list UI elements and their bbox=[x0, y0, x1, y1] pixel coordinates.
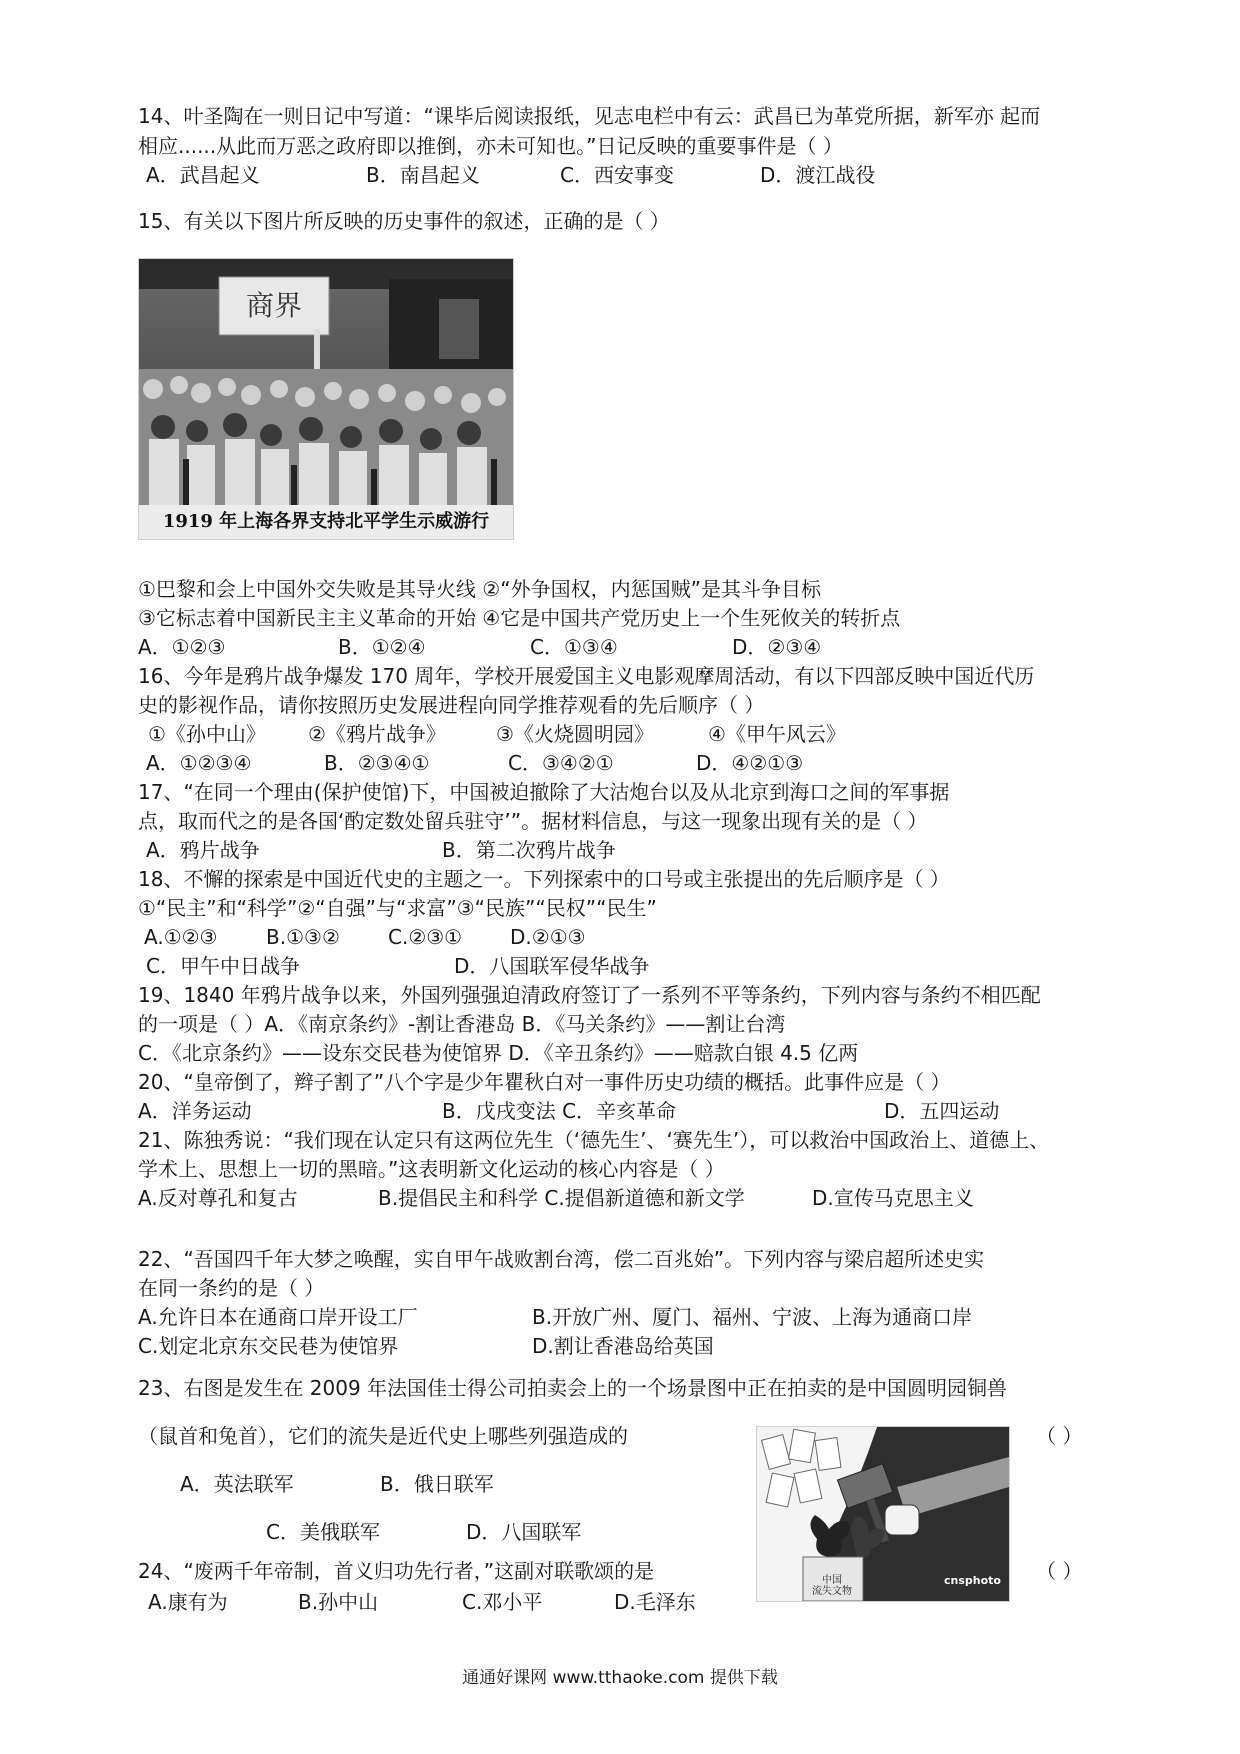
q19-stem-line1: 19、1840 年鸦片战争以来，外国列强强迫清政府签订了一系列不平等条约，下列内容与条约不相匹配 bbox=[138, 983, 1041, 1007]
q22-option-c: C.划定北京东交民巷为使馆界 bbox=[138, 1334, 399, 1358]
q14-option-b: B．南昌起义 bbox=[366, 163, 480, 187]
q16-film-4: ④《甲午风云》 bbox=[708, 722, 846, 746]
q15-stem: 15、有关以下图片所反映的历史事件的叙述，正确的是（ ） bbox=[138, 209, 670, 233]
q14-option-d: D．渡江战役 bbox=[760, 163, 876, 187]
q22-option-a: A.允许日本在通商口岸开设工厂 bbox=[138, 1305, 418, 1329]
q23-stem-line2: （鼠首和兔首），它们的流失是近代史上哪些列强造成的 bbox=[138, 1424, 628, 1448]
q21-option-bc: B.提倡民主和科学 C.提倡新道德和新文学 bbox=[378, 1186, 745, 1210]
q17-stem-line1: 17、“在同一个理由(保护使馆)下，中国被迫撤除了大沽炮台以及从北京到海口之间的军事据 bbox=[138, 780, 950, 804]
q20-option-bc: B．戊戌变法 C．辛亥革命 bbox=[442, 1099, 677, 1123]
q23-option-a: A．英法联军 bbox=[180, 1472, 294, 1496]
q19-options-cd: C．《北京条约》——设东交民巷为使馆界 D．《辛丑条约》——赔款白银 4.5 亿两 bbox=[138, 1041, 859, 1065]
q15-option-c: C．①③④ bbox=[530, 635, 618, 659]
q17-option-a: A．鸦片战争 bbox=[146, 838, 260, 862]
q18-option-d: D.②①③ bbox=[510, 925, 586, 949]
q15-option-a: A．①②③ bbox=[138, 635, 226, 659]
q21-option-d: D.宣传马克思主义 bbox=[812, 1186, 974, 1210]
q23-answer-paren: （ ） bbox=[1036, 1424, 1083, 1448]
q21-stem-line1: 21、陈独秀说：“我们现在认定只有这两位先生（‘德先生’、‘赛先生’），可以救治中国政治上、道德上、 bbox=[138, 1128, 1050, 1152]
q17-option-b: B．第二次鸦片战争 bbox=[442, 838, 616, 862]
q23-photo-box-label bbox=[809, 1575, 855, 1597]
q22-stem-line2: 在同一条约的是（ ） bbox=[138, 1276, 325, 1300]
q15-photo-caption: 1919 年上海各界支持北平学生示威游行 bbox=[162, 511, 490, 532]
page-footer: 通通好课网 www.tthaoke.com 提供下载 bbox=[462, 1668, 778, 1688]
q20-option-a: A．洋务运动 bbox=[138, 1099, 252, 1123]
q24-answer-paren: （ ） bbox=[1036, 1559, 1083, 1583]
q23-photo-box-line1: 中国 bbox=[822, 1575, 842, 1586]
q22-option-d: D.割让香港岛给英国 bbox=[532, 1334, 714, 1358]
q18-stem: 18、不懈的探索是中国近代史的主题之一。下列探索中的口号或主张提出的先后顺序是（ ） bbox=[138, 867, 950, 891]
q21-stem-line2: 学术上、思想上一切的黑暗。”这表明新文化运动的核心内容是（ ） bbox=[138, 1157, 725, 1181]
q14-option-c: C．西安事变 bbox=[560, 163, 674, 187]
q16-stem-line2: 史的影视作品，请你按照历史发展进程向同学推荐观看的先后顺序（ ） bbox=[138, 693, 765, 717]
q16-option-b: B．②③④① bbox=[324, 751, 430, 775]
q24-option-d: D.毛泽东 bbox=[614, 1590, 696, 1614]
q21-option-a: A.反对尊孔和复古 bbox=[138, 1186, 298, 1210]
q23-photo-watermark: cnsphoto bbox=[944, 1574, 1001, 1587]
q20-stem: 20、“皇帝倒了，辫子割了”八个字是少年瞿秋白对一事件历史功绩的概括。此事件应是（ ） bbox=[138, 1070, 951, 1094]
q15-items-line2: ③它标志着中国新民主主义革命的开始 ④它是中国共产党历史上一个生死攸关的转折点 bbox=[138, 606, 901, 630]
q17-option-c: C．甲午中日战争 bbox=[146, 954, 300, 978]
q23-option-b: B．俄日联军 bbox=[380, 1472, 494, 1496]
q14-stem-line2: 相应......从此而万恶之政府即以推倒，亦未可知也。”日记反映的重要事件是（ ） bbox=[138, 134, 843, 158]
q15-items-line1: ①巴黎和会上中国外交失败是其导火线 ②“外争国权，内惩国贼”是其斗争目标 bbox=[138, 577, 821, 601]
q16-option-a: A．①②③④ bbox=[146, 751, 252, 775]
q22-option-b: B.开放广州、厦门、福州、宁波、上海为通商口岸 bbox=[532, 1305, 973, 1329]
q23-photo-box-line2: 流失文物 bbox=[812, 1586, 852, 1597]
q23-option-c: C．美俄联军 bbox=[266, 1520, 380, 1544]
q18-option-c: C.②③① bbox=[388, 925, 463, 949]
q15-option-d: D．②③④ bbox=[732, 635, 822, 659]
protest-banner-text: 商界 bbox=[245, 289, 303, 322]
q16-option-d: D．④②①③ bbox=[696, 751, 804, 775]
q16-option-c: C．③④②① bbox=[508, 751, 614, 775]
q14-stem-line1: 14、叶圣陶在一则日记中写道：“课毕后阅读报纸，见志电栏中有云：武昌已为革党所据，新军亦 起而 bbox=[138, 104, 1041, 128]
q16-film-3: ③《火烧圆明园》 bbox=[496, 722, 654, 746]
q18-option-a: A.①②③ bbox=[144, 925, 218, 949]
q24-option-b: B.孙中山 bbox=[298, 1590, 379, 1614]
q18-items: ①“民主”和“科学”②“自强”与“求富”③“民族”“民权”“民生” bbox=[138, 896, 657, 920]
q23-option-d: D．八国联军 bbox=[466, 1520, 582, 1544]
q16-film-2: ②《鸦片战争》 bbox=[308, 722, 446, 746]
q19-stem-line2: 的一项是（ ）A．《南京条约》-割让香港岛 B．《马关条约》——割让台湾 bbox=[138, 1012, 786, 1036]
q22-stem-line1: 22、“吾国四千年大梦之唤醒，实自甲午战败割台湾，偿二百兆始”。下列内容与梁启超所述史实 bbox=[138, 1247, 985, 1271]
q15-photo bbox=[138, 258, 514, 540]
protest-photo-image bbox=[139, 259, 513, 505]
q16-film-1: ①《孙中山》 bbox=[148, 722, 266, 746]
q14-option-a: A．武昌起义 bbox=[146, 163, 260, 187]
q23-stem-line1: 23、右图是发生在 2009 年法国佳士得公司拍卖会上的一个场景图中正在拍卖的是中国圆明园铜兽 bbox=[138, 1376, 1008, 1400]
q24-option-c: C.邓小平 bbox=[462, 1590, 543, 1614]
q15-option-b: B．①②④ bbox=[338, 635, 426, 659]
q24-option-a: A.康有为 bbox=[148, 1590, 228, 1614]
q17-stem-line2: 点，取而代之的是各国‘酌定数处留兵驻守’”。据材料信息，与这一现象出现有关的是（ ） bbox=[138, 809, 928, 833]
q17-option-d: D．八国联军侵华战争 bbox=[454, 954, 650, 978]
q24-stem: 24、“废两千年帝制，首义归功先行者，”这副对联歌颂的是 bbox=[138, 1559, 655, 1583]
q20-option-d: D．五四运动 bbox=[884, 1099, 1000, 1123]
q16-stem-line1: 16、今年是鸦片战争爆发 170 周年，学校开展爱国主义电影观摩周活动，有以下四部反映中国近代历 bbox=[138, 664, 1035, 688]
q23-photo bbox=[756, 1426, 1010, 1602]
q18-option-b: B.①③② bbox=[266, 925, 340, 949]
